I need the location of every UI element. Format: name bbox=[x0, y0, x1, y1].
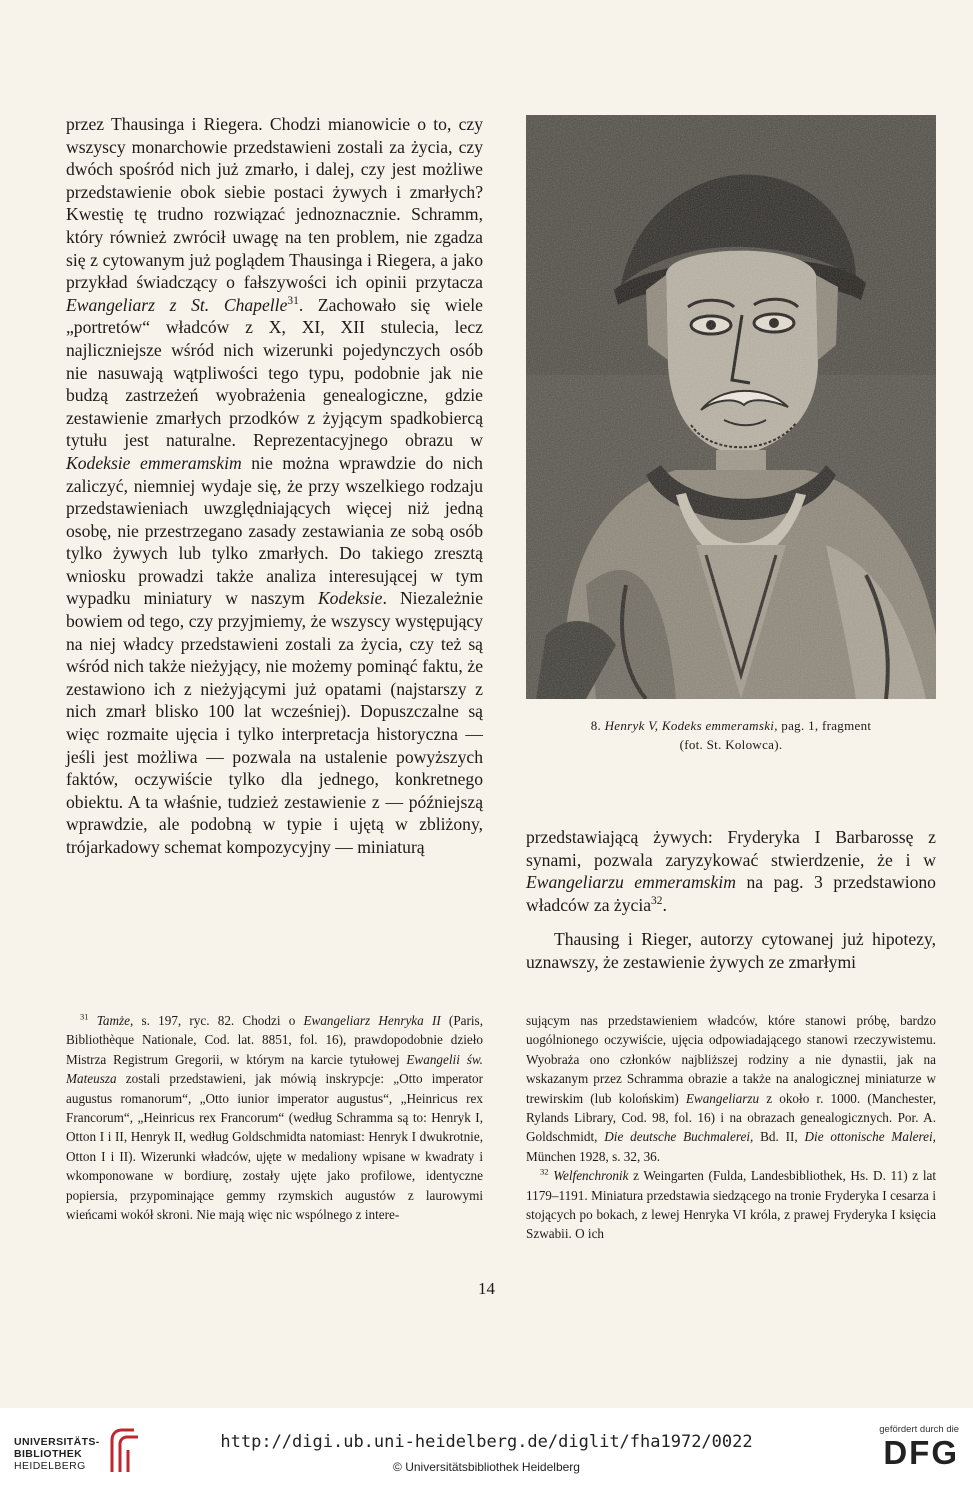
footnote-31: $^{31}$ Tamże, s. 197, ryc. 82. Chodzi o Ewangeliarz Henryka II (Paris, Bibliothèque Nationale, Cod. lat. 8851, fol. 16), prawdopodobnie dzieło Mistrza Registrum Gregorii, w którym na karcie tytułowej Ewangelii św. Mateusza zostali przedstawieni, jak mówią inskrypcje: „Otto imperator augustus romanorum“, „Otto iunior imperator augustus“, „Heinricus rex Francorum“, „Heinricus rex Francorum“ (według Schramma są to: Henryk I, Otton I i II, Henryk II, według Goldschmidta natomiast: Henryk I dwukrotnie, Otton I i II). Wizerunki władców, ujęte w medaliony wpisane w kwadraty i wkomponowane w bordiurę, zostały ujęte jako profilowe, identyczne popiersia, przypominające gemmy rzymskich augustów z laurowymi wieńcami wokół skroni. Nie mają więc nic wspólnego z intere- bbox=[66, 1011, 483, 1223]
footnote-32: $^{32}$ Welfenchronik z Weingarten (Fulda, Landesbibliothek, Hs. D. 11) z lat 1179–1191. Miniatura przedstawia siedzącego na tronie Fryderyka I cesarza i stojących po bokach, z lewej Henryka VI króla, z prawej Fryderyka I księcia Szwabii. O ich bbox=[526, 1166, 937, 1242]
main-text-right-column bbox=[526, 826, 936, 974]
footnote-ref-31: 31 bbox=[287, 294, 299, 307]
dfg-logo[interactable]: gefördert durch die DFG bbox=[879, 1424, 959, 1471]
digitization-footer bbox=[0, 1408, 973, 1487]
footnote-column-right bbox=[526, 1011, 936, 1244]
page-number: 14 bbox=[478, 1279, 495, 1298]
permalink-url[interactable]: http://digi.ub.uni-heidelberg.de/diglit/fha1972/0022 bbox=[220, 1432, 753, 1452]
portrait-illustration bbox=[526, 115, 936, 699]
paragraph-left: przez Thausinga i Riegera. Chodzi mianowicie o to, czy wszyscy monarchowie przedstawieni zostali za życia, czy dwóch spośród nich już zmarło, i dalej, czy jest możliwe przedstawienie obok siebie postaci żywych i zmarłych? Kwestię tę trudno rozwiązać jednoznacznie. Schramm, który również zwrócił uwagę na ten problem, nie zgadza się z cytowanym już poglądem Thausinga i Riegera, a jako przykład świadczący o fałszywości ich opinii przytacza Ewangeliarz z St. Chapelle$^{31}$. Zachowało się wiele „portretów“ władców z X, XI, XII stulecia, lecz najliczniejsze wśród nich wizerunki pojedynczych osób nie nasuwają wątpliwości tego typu, podobnie jak nie budzą zastrzeżeń wyobrażenia genealogiczne, gdzie zestawienie zmarłych przodków z żyjącym spadkobiercą tytułu jest naturalne. Reprezentacyjnego obrazu w Kodeksie emmeramskim nie można wprawdzie do nich zaliczyć, niemniej wydaje się, że przy wszelkiego rodzaju przedstawieniach uwzględniających więcej niż jedną osobę, nie przestrzegano zasady zestawiania ze sobą osób tylko żywych lub tylko zmarłych. Do takiego zresztą wniosku prowadzi także analiza interesującej w tym wypadku miniatury w naszym Kodeksie. Niezależnie bowiem od tego, czy przyjmiemy, że wszyscy występujący na niej władcy przedstawieni zostali za życia, czy też są wśród nich także nieżyjący, nie możemy pominąć faktu, że zestawiono ich z nieżyjącymi już opatami (najstarszy z nich zmarł blisko 100 lat wcześniej). Dopuszczalne są więc rozmaite ujęcia i tylko interpretacja historyczna — jeśli jest możliwa — pozwala na ustalenie powyższych faktów, oczywiście tylko dla jednego, konkretnego obiektu. A ta właśnie, tudzież zestawienie z — późniejszą wprawdzie, ale podobną w typie i ujętą w zbliżony, trójarkadowy schemat kompozycyjny — miniaturą bbox=[66, 114, 483, 857]
ub-heidelberg-logo[interactable]: UNIVERSITÄTS- BIBLIOTHEK HEIDELBERG bbox=[14, 1436, 204, 1480]
miniature-photo-henryk-v bbox=[526, 115, 936, 699]
figure-caption: 8. Henryk V, Kodeks emmeramski, pag. 1, fragment (fot. St. Kolowca). bbox=[590, 718, 872, 752]
main-text-left-column bbox=[66, 113, 483, 859]
footnote-31-continued: sującym nas przedstawieniem władców, które stanowi próbę, bardzo uogólnionego oczywiście, ujęcia odpowiadającego stanowi rzeczywistemu. Wyobraża ono członków najbliższej rodziny a nie dynastii, jak na wskazanym przez Schramma obrazie a także na analogicznej miniaturze w trewirskim (lub kolońskim) Ewangeliarzu z około r. 1000. (Manchester, Rylands Library, Cod. 98, fol. 16) i na obrazach genealogicznych. Por. A. Goldschmidt, Die deutsche Buchmalerei, Bd. II, Die ottonische Malerei, München 1928, s. 32, 36. bbox=[526, 1013, 936, 1164]
copyright-notice: © Universitätsbibliothek Heidelberg bbox=[393, 1460, 580, 1474]
paragraph-right-2: Thausing i Rieger, autorzy cytowanej już hipotezy, uznawszy, że zestawienie żywych ze zmarłymi bbox=[526, 929, 936, 972]
paragraph-right-1: przedstawiającą żywych: Fryderyka I Barbarossę z synami, pozwala zaryzykować stwierdzenie, że i w Ewangeliarzu emmeramskim na pag. 3 przedstawiono władców za życia$^{32}$. bbox=[526, 827, 936, 915]
footnote-ref-32: 32 bbox=[651, 894, 663, 907]
